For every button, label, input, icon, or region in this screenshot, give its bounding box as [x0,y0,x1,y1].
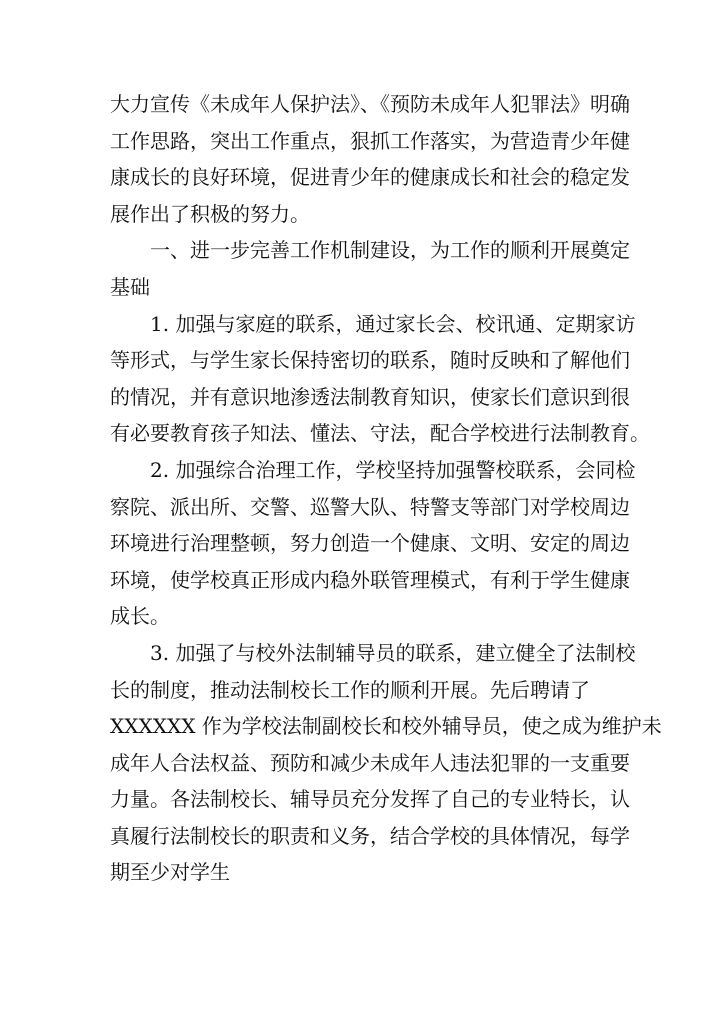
document-body [110,86,662,891]
text-line: XXXXXX 作为学校法制副校长和校外辅导员，使之成为维护未 [110,714,662,739]
text-line: 察院、派出所、交警、巡警大队、特警支等部门对学校周边 [110,494,630,519]
text-line: 真履行法制校长的职责和义务，结合学校的具体情况，每学 [110,823,630,848]
text-line: 工作思路，突出工作重点，狠抓工作落实，为营造青少年健 [110,128,630,153]
text-line: 等形式，与学生家长保持密切的联系，随时反映和了解他们 [110,348,630,373]
text-line: 康成长的良好环境，促进青少年的健康成长和社会的稳定发 [110,165,630,190]
text-line: 期至少对学生 [110,860,230,885]
section-heading-line: 一、进一步完善工作机制建设，为工作的顺利开展奠定 [150,238,630,263]
text-line: 展作出了积极的努力。 [110,201,310,226]
text-line: 环境进行治理整顿，努力创造一个健康、文明、安定的周边 [110,531,630,556]
text-line: 1. 加强与家庭的联系，通过家长会、校讯通、定期家访 [150,311,636,336]
text-line: 3. 加强了与校外法制辅导员的联系，建立健全了法制校 [150,640,636,665]
text-line: 大力宣传《未成年人保护法》、《预防未成年人犯罪法》明确 [110,92,630,116]
text-line: 环境，使学校真正形成内稳外联管理模式，有利于学生健康 [110,567,630,592]
text-line: 有必要教育孩子知法、懂法、守法，配合学校进行法制教育。 [110,421,650,446]
text-line: 的情况，并有意识地渗透法制教育知识，使家长们意识到很 [110,384,630,409]
text-line: 成年人合法权益、预防和减少未成年人违法犯罪的一支重要 [110,750,630,775]
text-line: 2. 加强综合治理工作，学校坚持加强警校联系，会同检 [150,457,636,482]
text-line: 长的制度，推动法制校长工作的顺利开展。先后聘请了 [110,677,590,702]
section-heading-line: 基础 [110,274,150,299]
text-line: 力量。各法制校长、辅导员充分发挥了自己的专业特长，认 [110,787,630,812]
text-line: 成长。 [110,604,170,629]
